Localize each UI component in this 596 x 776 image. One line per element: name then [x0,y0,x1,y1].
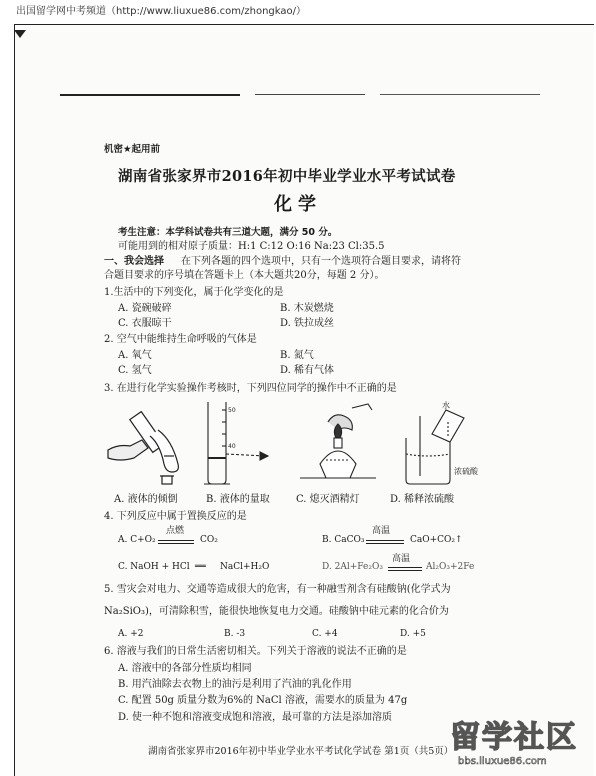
q4-d-products: Al₂O₃+2Fe [426,562,475,572]
q4-b-equals [366,540,404,541]
notice-text: 考生注意：本学科试卷共有三道大题，满分 50 分。 [118,227,338,238]
q5-option-a: A. +2 [118,629,144,639]
subject-title: 化学 [274,194,322,215]
section-one-text-cont: 合题目要求的序号填在答题卡上（本大题共20分，每题 2 分）。 [104,270,385,281]
q4-c-reactants: C. NaOH + HCl [118,562,190,572]
q1-option-d: D. 铁拉成丝 [280,318,335,329]
q4-a-condition: 点燃 [166,526,185,536]
q4-b-reactants: B. CaCO₃ [322,535,365,545]
question-5-cont: Na₂SiO₃)，可清除积雪，能很快地恢复电力交通。硅酸钠中硅元素的化合价为 [104,606,449,617]
q3-option-b: B. 液体的量取 [206,494,270,505]
figure-measuring-liquid [198,398,276,490]
fold-corner-icon [14,30,26,38]
question-6: 6. 溶液与我们的日常生活密切相关。下列关于溶液的说法不正确的是 [104,646,407,657]
section-one-label: 一、我会选择 [104,256,164,267]
figure-pouring-liquid [100,400,192,490]
figure-extinguish-lamp [296,398,380,490]
svg-text:40: 40 [228,443,236,450]
confidential-mark: 机密★起用前 [104,144,161,155]
site-watermark [446,712,596,776]
q4-b-products: CaO+CO₂↑ [410,535,463,545]
scan-artifact-line [60,94,540,96]
q4-a-products: CO₂ [200,535,218,545]
q3-option-d: D. 稀释浓硫酸 [390,494,455,505]
q2-option-d: D. 稀有气体 [280,365,335,376]
page-left-edge [14,24,15,776]
q6-option-a: A. 溶液中的各部分性质均相同 [118,663,252,674]
q1-option-b: B. 木炭燃烧 [280,303,334,314]
q4-d-reactants: D. 2Al+Fe₂O₃ [322,562,383,572]
page-top-edge [14,24,594,25]
svg-text:50: 50 [228,407,236,414]
q4-a-equals [158,540,194,541]
q6-option-d: D. 使一种不饱和溶液变成饱和溶液，最可靠的方法是添加溶质 [118,712,393,723]
q5-option-c: C. +4 [312,629,338,639]
q4-b-condition: 高温 [372,526,391,536]
q3-option-c: C. 熄灭酒精灯 [296,494,360,505]
browser-header [0,0,596,24]
page-footer: 湖南省张家界市2016年初中毕业学业水平考试化学试卷 第1页（共5页） [148,746,454,757]
q3-option-a: A. 液体的倾倒 [114,494,178,505]
q1-option-c: C. 衣服晾干 [118,318,172,329]
figure-dilute-acid [398,398,494,490]
fig-label-acid: 浓硫酸 [454,467,478,476]
question-4: 4. 下列反应中属于置换反应的是 [104,511,247,522]
question-3: 3. 在进行化学实验操作考核时，下列四位同学的操作中不正确的是 [104,383,397,394]
q4-a-reactants: A. C+O₂ [118,535,156,545]
header-url-text: 出国留学网中考频道（http://www.liuxue86.com/zhongkao/） [16,6,306,17]
q2-option-c: C. 氢气 [118,365,152,376]
q5-option-b: B. -3 [224,629,246,639]
q4-c-products: NaCl+H₂O [220,562,270,572]
q4-d-condition: 高温 [392,554,411,564]
q2-option-b: B. 氮气 [280,350,314,361]
question-5: 5. 雪灾会对电力、交通等造成很大的危害，有一种融雪剂含有硅酸钠(化学式为 [104,584,451,595]
q5-option-d: D. +5 [400,629,426,639]
fig-label-water: 水 [442,401,450,410]
q2-option-a: A. 氧气 [118,350,152,361]
q4-d-equals [388,567,422,568]
section-one-text: 在下列各题的四个选项中，只有一个选项符合题目要求，请将符 [181,256,461,267]
watermark-logo-text: 留学社区 [450,720,578,755]
question-2: 2. 空气中能维持生命呼吸的气体是 [104,334,257,345]
q1-option-a: A. 瓷碗破碎 [118,303,172,314]
atomic-mass-text: 可能用到的相对原子质量：H:1 C:12 O:16 Na:23 Cl:35.5 [118,241,385,252]
q6-option-c: C. 配置 50g 质量分数为6%的 NaCl 溶液，需要水的质量为 47g [118,695,408,706]
q6-option-b: B. 用汽油除去衣物上的油污是利用了汽油的乳化作用 [118,679,352,690]
q4-c-equals: ══ [195,562,206,572]
question-1: 1.生活中的下列变化，属于化学变化的是 [104,287,284,298]
watermark-url: bbs.liuxue86.com [458,756,547,767]
exam-title: 湖南省张家界市2016年初中毕业学业水平考试试卷 [118,168,456,185]
